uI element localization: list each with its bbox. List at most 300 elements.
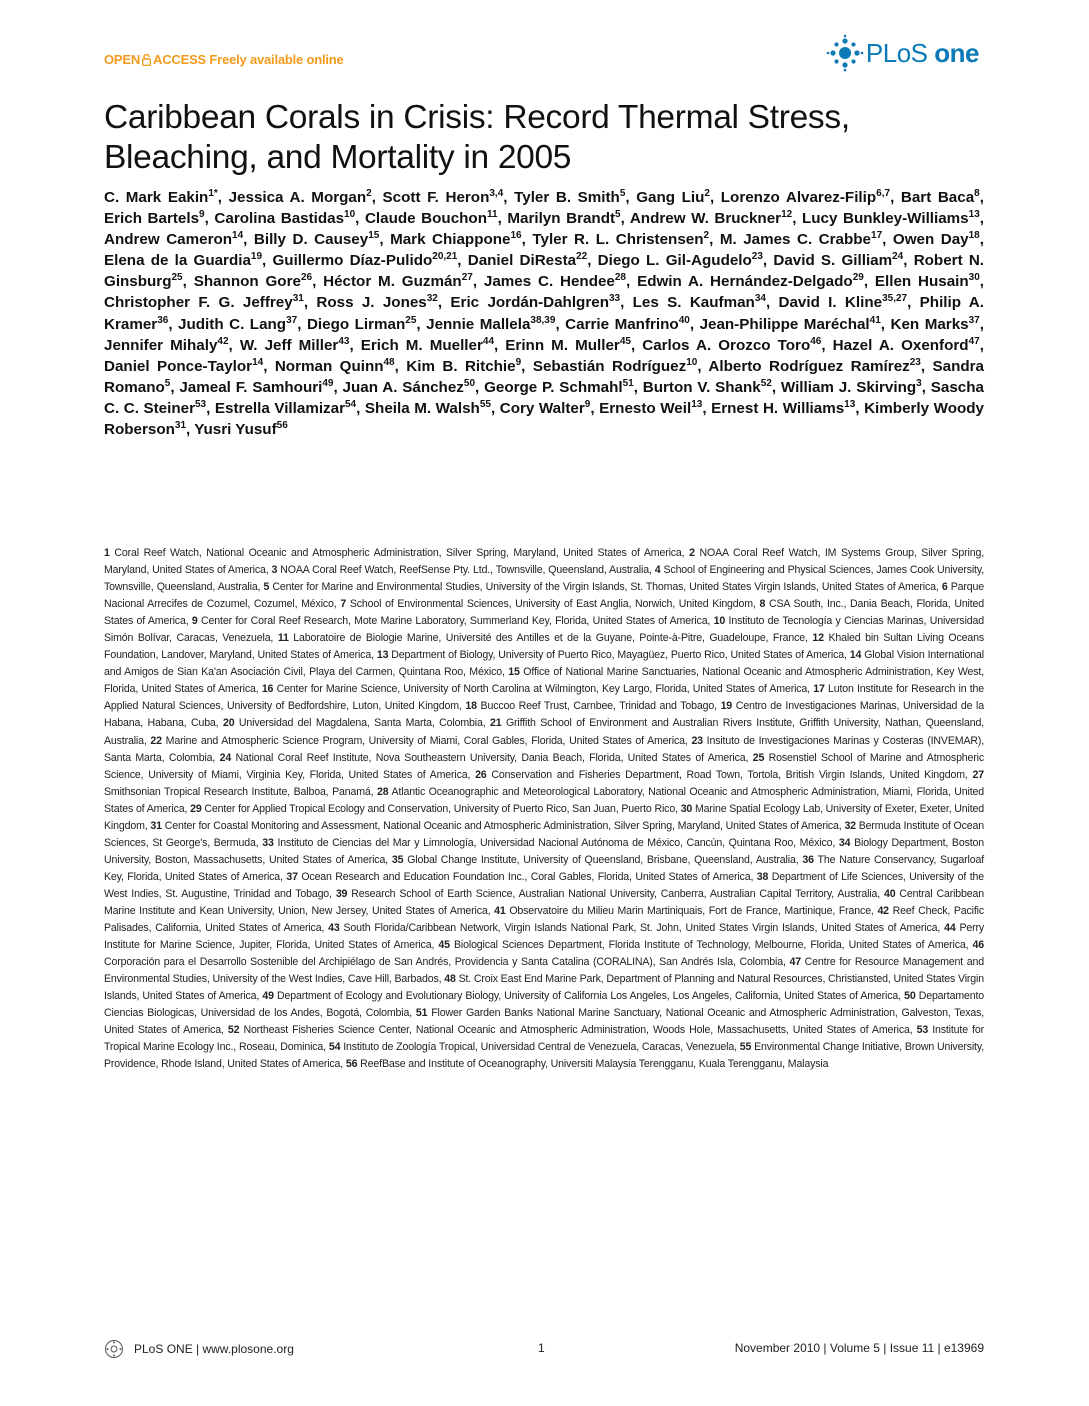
affiliation (104, 547, 684, 559)
affiliation-text: St. Croix East End Marine Park, Department of Planning and Natural Resources, Christiansted, United States Virgin Islands, United States of America, (104, 973, 984, 1003)
open-access-banner (104, 52, 344, 67)
author (721, 189, 890, 206)
author-affiliation-ref: 50 (463, 377, 476, 389)
author-name: Ernest H. Williams (711, 399, 845, 417)
author-affiliation-ref: 43 (338, 335, 350, 347)
author-name: Christopher F. G. Jeffrey (104, 294, 293, 312)
author-affiliation-ref: 12 (781, 209, 793, 221)
affiliation-number: 13 (376, 649, 389, 662)
author (700, 316, 881, 333)
author-affiliation-ref: 19 (250, 251, 263, 263)
title-line-2: Bleaching, and Mortality in 2005 (104, 139, 572, 176)
affiliation-number: 4 (654, 564, 661, 577)
author (891, 316, 980, 333)
author-name: James C. Hendee (483, 273, 615, 291)
affiliation-number: 51 (415, 1007, 428, 1020)
affiliation-number: 44 (944, 922, 956, 935)
affiliation-number: 43 (328, 922, 340, 935)
author-affiliation-ref: 30 (968, 272, 980, 284)
author (390, 231, 522, 248)
author (254, 231, 379, 248)
author (773, 252, 903, 269)
author-affiliation-ref: 11 (486, 209, 498, 221)
author-affiliation-ref: 34 (754, 293, 766, 305)
author (229, 189, 372, 206)
affiliation-number: 1 (104, 547, 110, 559)
author-affiliation-ref: 54 (345, 398, 357, 410)
author (272, 252, 457, 269)
author (365, 210, 498, 227)
author-name: Cory Walter (499, 399, 585, 417)
affiliation-number: 31 (150, 819, 162, 832)
author (637, 273, 864, 290)
affiliation-number: 14 (849, 649, 862, 662)
affiliation-text: Center for Applied Tropical Ecology and Conservation, University of Puerto Rico, San Juan, Puerto Rico, (204, 802, 678, 815)
affiliation (465, 700, 717, 712)
affiliation-text: Center for Marine and Environmental Studies, University of the Virgin Islands, St. Thomas, United States Virgin Islands, United States of America, (272, 581, 939, 594)
affiliation-text: Observatoire du Milieu Marin Martiniquais, Fort de France, Martinique, France, (509, 904, 874, 917)
affiliation-number: 23 (691, 734, 703, 747)
affiliation-text: Buccoo Reef Trust, Carnbee, Trinidad and Tobago, (480, 700, 717, 713)
author-affiliation-ref: 9 (584, 398, 591, 410)
affiliation-number: 11 (277, 632, 289, 645)
author (104, 337, 229, 354)
affiliation (328, 922, 940, 934)
affiliation-text: Department of Life Sciences, University of the West Indies, St. Augustine, Trinidad and Tobago, (104, 870, 984, 900)
affiliation-number: 19 (720, 700, 733, 713)
affiliation-text: Ocean Research and Education Foundation Inc., Coral Gables, Florida, United States of America, (301, 870, 754, 883)
author (598, 252, 763, 269)
author-affiliation-ref: 53 (195, 398, 207, 410)
author-name: Ernesto Weil (599, 399, 692, 417)
author (720, 231, 882, 248)
author-name: Gang Liu (636, 189, 705, 206)
author-affiliation-ref: 9 (515, 356, 522, 368)
author-affiliation-ref: 46 (810, 335, 822, 347)
author-affiliation-ref: 20,21 (432, 251, 458, 263)
author-name: Hazel A. Oxenford (832, 336, 969, 354)
author-name: Billy D. Causey (253, 231, 369, 249)
affiliation-number: 18 (465, 700, 477, 713)
author (507, 210, 620, 227)
author (802, 210, 980, 227)
affiliation-number: 21 (490, 717, 502, 730)
author-name: Ken Marks (890, 315, 969, 333)
author-affiliation-ref: 52 (760, 377, 772, 389)
author-name: Carlos A. Orozco Toro (642, 336, 811, 354)
open-lock-icon (142, 54, 151, 66)
affiliation-number: 17 (813, 683, 825, 696)
author-name: Kim B. Ritchie (406, 357, 516, 375)
affiliation-text: Corporación para el Desarrollo Sostenible del Archipiélago de San Andrés, Providencia y Santa Catalina (CORALINA), San Andrés Isla, Colombia, (104, 956, 786, 969)
affiliation-text: Flower Garden Banks National Marine Sanctuary, National Oceanic and Atmospheric Administration, Galveston, Texas, United States of America, (104, 1007, 985, 1037)
author-affiliation-ref: 42 (217, 335, 229, 347)
author-affiliation-ref: 13 (691, 398, 703, 410)
author-affiliation-ref: 31 (292, 293, 304, 305)
affiliation-text: Global Change Institute, University of Queensland, Brisbane, Queensland, Australia, (407, 853, 799, 866)
affiliation-text: Smithsonian Tropical Research Institute, Balboa, Panamá, (104, 785, 374, 798)
author-affiliation-ref: 48 (383, 356, 395, 368)
author (316, 294, 437, 311)
title-line-1: Caribbean Corals in Crisis: Record Thermal Stress, (104, 99, 850, 136)
author-affiliation-ref: 41 (869, 314, 881, 326)
affiliation-text: Research School of Earth Science, Australian National University, Canberra, Australian Capital Territory, Australia, (351, 887, 881, 900)
affiliation-number: 12 (812, 632, 824, 645)
author (406, 358, 521, 375)
author-name: Eric Jordán-Dahlgren (450, 294, 609, 312)
affiliation-number: 33 (262, 836, 274, 849)
affiliation-text: The Nature Conservancy, Sugarloaf Key, Florida, United States of America, (104, 853, 985, 883)
affiliation (278, 632, 808, 644)
author-name: Tyler B. Smith (514, 189, 620, 206)
author-affiliation-ref: 37 (286, 314, 298, 326)
affiliation (340, 598, 755, 610)
author-affiliation-ref: 8 (974, 187, 980, 199)
affiliation-number: 10 (713, 615, 726, 628)
author-affiliation-ref: 18 (968, 230, 980, 242)
affiliation-text: Northeast Fisheries Science Center, National Oceanic and Atmospheric Administration, Woods Hole, Massachusetts, United States of America, (243, 1024, 913, 1037)
author-affiliation-ref: 33 (608, 293, 621, 305)
author (343, 379, 475, 396)
affiliation-text: ReefBase and Institute of Oceanography, Universiti Malaysia Terengganu, Kuala Terengganu, Malaysia (360, 1058, 829, 1071)
author-name: Tyler R. L. Christensen (532, 231, 704, 249)
author-name: Diego Lirman (306, 315, 406, 333)
affiliation-number: 47 (789, 956, 801, 969)
author-name: Diego L. Gil-Agudelo (597, 252, 752, 270)
affiliation (346, 1058, 828, 1070)
affiliation (329, 1041, 737, 1053)
author-name: Edwin A. Hernández-Delgado (637, 273, 853, 291)
affiliation-text: Conservation and Fisheries Department, Road Town, Tortola, British Virgin Islands, United Kingdom, (491, 768, 968, 781)
author (178, 316, 297, 333)
author (532, 231, 709, 248)
plos-logo-icon (826, 34, 864, 72)
affiliation-number: 34 (838, 836, 851, 849)
author-name: Erich Bartels (104, 210, 200, 228)
paper-title (104, 98, 984, 178)
affiliation-number: 46 (972, 939, 985, 952)
author-name: Philip A. Kramer (104, 294, 984, 333)
author-affiliation-ref: 23 (751, 251, 763, 263)
author-name: Burton V. Shank (642, 378, 761, 396)
author-name: Sandra Romano (104, 357, 984, 396)
author-affiliation-ref: 32 (426, 293, 438, 305)
affiliation-number: 48 (444, 973, 456, 986)
affiliation-text: Perry Institute for Marine Science, Jupiter, Florida, United States of America, (104, 922, 985, 952)
affiliation (336, 888, 880, 900)
author-name: Andrew Cameron (104, 231, 233, 249)
author (533, 358, 698, 375)
author-affiliation-ref: 14 (252, 356, 264, 368)
author-name: Jean-Philippe Maréchal (699, 315, 870, 333)
author-name: Lorenzo Alvarez-Filip (720, 189, 877, 206)
author-name: Les S. Kaufman (632, 294, 755, 312)
affiliation-number: 52 (227, 1024, 240, 1037)
affiliation (438, 939, 968, 951)
author-name: Sheila M. Walsh (364, 399, 480, 417)
plos-one-logo (826, 34, 979, 72)
author-affiliation-ref: 27 (461, 272, 473, 284)
affiliation (262, 683, 810, 695)
author-name: Estrella Villamizar (214, 399, 345, 417)
affiliation-text: Laboratoire de Biologie Marine, Université des Antilles et de la Guyane, Pointe-à-Pitre, Guadeloupe, France, (293, 632, 808, 645)
author-name: Jessica A. Morgan (228, 189, 367, 206)
affiliation-text: Rosenstiel School of Marine and Atmospheric Science, University of Miami, Virginia Key, Florida, United States of America, (104, 751, 985, 781)
affiliation (220, 752, 749, 764)
author (643, 379, 772, 396)
affiliation (228, 1024, 913, 1036)
affiliation-text: Luton Institute for Research in the Applied Natural Sciences, University of Bedfordshire, Luton, United Kingdom, (104, 683, 985, 713)
author-name: Judith C. Lang (178, 315, 287, 333)
author (505, 337, 631, 354)
affiliation-list (104, 545, 984, 1073)
affiliation-text: Bermuda Institute of Ocean Sciences, St George's, Bermuda, (104, 819, 984, 849)
author-affiliation-ref: 45 (619, 335, 631, 347)
affiliation (377, 649, 847, 661)
author (323, 273, 473, 290)
author-name: Shannon Gore (193, 273, 301, 291)
affiliation-text: Biology Department, Boston University, Boston, Massachusetts, United States of America, (104, 836, 985, 866)
footer-journal: PLoS ONE | www.plosone.org (134, 1342, 294, 1356)
author (636, 189, 710, 206)
affiliation-number: 9 (191, 615, 198, 628)
affiliation-text: Department of Ecology and Evolutionary Biology, University of California Los Angeles, Los Angeles, California, United States of America, (276, 990, 901, 1003)
affiliation-text: Department of Biology, University of Puerto Rico, Mayagüez, Puerto Rico, United States of America, (391, 649, 847, 662)
author (711, 400, 855, 417)
author-affiliation-ref: 49 (322, 377, 334, 389)
author (104, 252, 262, 269)
author-name: Owen Day (892, 231, 969, 249)
author-affiliation-ref: 56 (276, 419, 288, 431)
affiliation-number: 30 (680, 802, 693, 815)
affiliation-text: Coral Reef Watch, National Oceanic and Atmospheric Administration, Silver Spring, Maryland, United States of America, (114, 547, 685, 559)
affiliation (150, 820, 841, 832)
author-affiliation-ref: 16 (510, 230, 522, 242)
affiliation-text: Marine and Atmospheric Science Program, University of Miami, Coral Gables, Florida, United States of America, (165, 734, 688, 747)
author-name: William J. Skirving (780, 378, 917, 396)
open-label: OPEN (104, 52, 141, 67)
author-name: Juan A. Sánchez (342, 378, 464, 396)
affiliation-number: 20 (222, 717, 235, 730)
plos-footer-icon (104, 1339, 124, 1359)
author-affiliation-ref: 35,27 (882, 293, 908, 305)
author (893, 231, 980, 248)
affiliation-number: 25 (752, 751, 765, 764)
affiliation-number: 45 (438, 939, 450, 952)
author-affiliation-ref: 38,39 (530, 314, 556, 326)
author (484, 273, 626, 290)
author-name: Marilyn Brandt (507, 210, 616, 228)
affiliation-text: School of Engineering and Physical Sciences, James Cook University, Townsville, Queensland, Australia, (104, 564, 984, 594)
author (599, 400, 702, 417)
author-name: Elena de la Guardia (104, 252, 251, 270)
affiliation-text: Biological Sciences Department, Florida Institute of Technology, Melbourne, Florida, United States of America, (454, 939, 969, 952)
author-affiliation-ref: 55 (479, 398, 491, 410)
affiliation-number: 15 (508, 666, 520, 679)
author-affiliation-ref: 25 (171, 272, 183, 284)
author (514, 189, 625, 206)
affiliation-text: Universidad del Magdalena, Santa Marta, Colombia, (238, 717, 486, 730)
affiliation (192, 615, 710, 627)
author-name: Sebastián Rodríguez (532, 357, 687, 375)
author (307, 316, 416, 333)
affiliation-text: Central Caribbean Marine Institute and Kean University, Union, New Jersey, United States of America, (104, 887, 984, 917)
affiliation-number: 16 (261, 683, 274, 696)
author-name: Andrew W. Bruckner (629, 210, 782, 228)
author (104, 189, 218, 206)
author (630, 210, 792, 227)
author (179, 379, 333, 396)
author-affiliation-ref: 5 (619, 187, 626, 199)
author-affiliation-ref: 24 (892, 251, 904, 263)
affiliation-text: Marine Spatial Ecology Lab, University of Exeter, Exeter, United Kingdom, (104, 802, 985, 832)
affiliation (286, 871, 753, 883)
author-affiliation-ref: 2 (366, 187, 372, 199)
author-name: M. James C. Crabbe (719, 231, 872, 249)
author-affiliation-ref: 29 (852, 272, 864, 284)
author (565, 316, 690, 333)
page-footer (104, 1339, 984, 1361)
affiliation-number: 24 (219, 751, 232, 764)
author (708, 358, 920, 375)
affiliation-number: 37 (286, 870, 298, 883)
author-name: Yusri Yusuf (194, 421, 277, 439)
author-name: Ellen Husain (874, 273, 969, 291)
affiliation-number: 39 (335, 887, 348, 900)
author-name: Ross J. Jones (316, 294, 427, 312)
author-affiliation-ref: 31 (174, 419, 187, 431)
author-affiliation-ref: 51 (622, 377, 634, 389)
affiliation-number: 22 (150, 734, 162, 747)
affiliation-text: NOAA Coral Reef Watch, ReefSense Pty. Ltd., Townsville, Queensland, Australia, (280, 564, 652, 577)
affiliation-number: 27 (972, 768, 984, 781)
affiliation-text: Centre for Resource Management and Environmental Studies, University of the West Indies, Cave Hill, Barbados, (104, 956, 984, 986)
author-name: Erich M. Mueller (360, 336, 483, 354)
affiliation-number: 35 (391, 853, 404, 866)
author (484, 379, 634, 396)
affiliation (494, 905, 874, 917)
author (901, 189, 980, 206)
affiliation-text: Instituto de Tecnología y Ciencias Marinas, Universidad Simón Bolívar, Caracas, Venezuela, (104, 615, 985, 645)
author-affiliation-ref: 28 (614, 272, 626, 284)
author (104, 294, 304, 311)
author-name: Lucy Bunkley-Williams (802, 210, 969, 228)
affiliation-text: Center for Coastal Monitoring and Assessment, National Oceanic and Atmospheric Administration, Silver Spring, Maryland, United States of America, (164, 819, 842, 832)
author-affiliation-ref: 2 (704, 187, 710, 199)
author-name: Carrie Manfrino (565, 315, 679, 333)
author (194, 421, 288, 438)
author-name: C. Mark Eakin (104, 189, 209, 206)
author-name: Mark Chiappone (390, 231, 511, 249)
affiliation-number: 49 (262, 990, 274, 1003)
author-name: Scott F. Heron (382, 189, 490, 206)
affiliation-text: Atlantic Oceanographic and Meteorological Laboratory, National Oceanic and Atmospheric Administration, Miami, Florida, United States of America, (104, 785, 985, 815)
affiliation (475, 769, 968, 781)
affiliation-text: Instituto de Zoología Tropical, Universidad Central de Venezuela, Caracas, Venezuela, (343, 1041, 737, 1054)
brand-one: one (934, 37, 979, 68)
footer-issue: November 2010 | Volume 5 | Issue 11 | e13969 (734, 1341, 984, 1355)
author-name: W. Jeff Miller (239, 336, 339, 354)
affiliation-number: 36 (802, 853, 814, 866)
affiliation-number: 7 (340, 598, 347, 611)
brand-text (866, 38, 979, 69)
affiliation-number: 26 (475, 768, 487, 781)
author (365, 400, 491, 417)
author (361, 337, 494, 354)
author-affiliation-ref: 5 (164, 377, 171, 389)
affiliation-number: 53 (916, 1024, 929, 1037)
author (875, 273, 980, 290)
author-affiliation-ref: 15 (368, 230, 380, 242)
author-affiliation-ref: 14 (232, 230, 244, 242)
author-list: C. Mark Eakin$^{1*}$, Jessica A. Morgan$^2$, Scott F. Heron$^{3,4}$, Tyler B. Smith$^5$, Gang Liu$^2$, Lorenzo Alvarez-Filip$^{6,7}$, Bart Baca$^8$, Erich Bartels$^9$, Carolina Bastidas$^{10}$, Claude Bouchon$^{11}$, Marilyn Brandt$^5$, Andrew W. Bruckner$^{12}$, Lucy Bunkley-Williams$^{13}$, Andrew Cameron$^{14}$, Billy D. Causey$^{15}$, Mark Chiappone$^{16}$, Tyler R. L. Christensen$^2$, M. James C. Crabbe$^{17}$, Owen Day$^{18}$, Elena de la Guardia$^{19}$, Guillermo Díaz-Pulido$^{20,21}$, Daniel DiResta$^{22}$, Diego L. Gil-Agudelo$^{23}$, David S. Gilliam$^{24}$, Robert N. Ginsburg$^{25}$, Shannon Gore$^{26}$, Héctor M. Guzmán$^{27}$, James C. Hendee$^{28}$, Edwin A. Hernández-Delgado$^{29}$, Ellen Husain$^{30}$, Christopher F. G. Jeffrey$^{31}$, Ross J. Jones$^{32}$, Eric Jordán-Dahlgren$^{33}$, Les S. Kaufman$^{34}$, David I. Kline$^{35,27}$, Philip A. Kramer$^{36}$, Judith C. Lang$^{37}$, Diego Lirman$^{25}$, Jennie Mallela$^{38,39}$, Carrie Manfrino$^{40}$, Jean-Philippe Maréchal$^{41}$, Ken Marks$^{37}$, Jennifer Mihaly$^{42}$, W. Jeff Miller$^{43}$, Erich M. Mueller$^{44}$, Erinn M. Muller$^{45}$, Carlos A. Orozco Toro$^{46}$, Hazel A. Oxenford$^{47}$, Daniel Ponce-Taylor$^{14}$, Norman Quinn$^{48}$, Kim B. Ritchie$^9$, Sebastián Rodríguez$^{10}$, Alberto Rodríguez Ramírez$^{23}$, Sandra Romano$^5$, Jameal F. Samhouri$^{49}$, Juan A. Sánchez$^{50}$, George P. Schmahl$^{51}$, Burton V. Shank$^{52}$, William J. Skirving$^3$, Sascha C. C. Steiner$^{53}$, Estrella Villamizar$^{54}$, Sheila M. Walsh$^{55}$, Cory Walter$^9$, Ernesto Weil$^{13}$, Ernest H. Williams$^{13}$, Kimberly Woody Roberson$^{31}$, Yusri Yusuf$^{56}$ (104, 187, 985, 439)
affiliation-text: Institute for Tropical Marine Ecology Inc., Roseau, Dominica, (104, 1024, 984, 1054)
author-name: Alberto Rodríguez Ramírez (708, 357, 910, 375)
author-name: George P. Schmahl (484, 378, 623, 396)
author (104, 231, 243, 248)
affiliation-text: NOAA Coral Reef Watch, IM Systems Group, Silver Spring, Maryland, United States of America, (104, 547, 985, 577)
author-affiliation-ref: 25 (405, 314, 417, 326)
author-affiliation-ref: 1* (208, 187, 218, 199)
author-name: Kimberly Woody Roberson (104, 399, 984, 439)
affiliation-text: Reef Check, Pacific Palisades, California, United States of America, (104, 904, 985, 935)
affiliation-text: Instituto de Ciencias del Mar y Limnología, Universidad Nacional Autónoma de México, Cancún, Quintana Roo, México, (277, 836, 836, 849)
author-name: Jennie Mallela (426, 315, 531, 333)
affiliation-number: 29 (190, 802, 202, 815)
affiliation-text: South Florida/Caribbean Network, Virgin Islands National Park, St. John, United States Virgin Islands, United States of America, (343, 922, 941, 935)
author-name: David I. Kline (778, 294, 883, 312)
author-name: Jennifer Mihaly (104, 336, 218, 354)
author-affiliation-ref: 13 (968, 209, 980, 221)
author-affiliation-ref: 23 (909, 356, 921, 368)
affiliation-text: Office of National Marine Sanctuaries, National Oceanic and Atmospheric Administration, Key West, Florida, United States of America, (104, 666, 984, 696)
author-affiliation-ref: 2 (703, 230, 710, 242)
author (781, 379, 922, 396)
author-name: Héctor M. Guzmán (323, 273, 462, 291)
author (275, 358, 395, 375)
affiliation (150, 735, 687, 747)
author-name: Guillermo Díaz-Pulido (272, 252, 433, 270)
author-affiliation-ref: 17 (871, 230, 883, 242)
author-affiliation-ref: 3 (916, 377, 922, 389)
author-affiliation-ref: 36 (157, 314, 169, 326)
access-label: ACCESS Freely available online (153, 52, 344, 67)
author-name: Claude Bouchon (364, 210, 487, 228)
author-name: Norman Quinn (274, 357, 384, 375)
affiliation-text: Centro de Investigaciones Marinas, Universidad de la Habana, Habana, Cuba, (104, 700, 984, 730)
affiliation (262, 837, 835, 849)
author-name: Sascha C. C. Steiner (104, 378, 984, 417)
author-affiliation-ref: 22 (576, 251, 588, 263)
affiliation-text: Parque Nacional Arrecifes de Cozumel, Cozumel, México, (104, 581, 984, 611)
affiliation-text: Environmental Change Initiative, Brown University, Providence, Rhode Island, United States of America, (104, 1041, 984, 1071)
author-affiliation-ref: 44 (482, 335, 495, 347)
author (468, 252, 587, 269)
author-affiliation-ref: 3,4 (489, 187, 504, 199)
affiliation-text: Departamento Ciencias Biologicas, Universidad de los Andes, Bogotá, Colombia, (104, 990, 985, 1020)
author-name: Erinn M. Muller (505, 336, 620, 354)
author (450, 294, 620, 311)
author-name: David S. Gilliam (773, 252, 893, 270)
footer-left (104, 1339, 294, 1359)
author (500, 400, 591, 417)
author (240, 337, 350, 354)
affiliation-number: 54 (328, 1041, 341, 1054)
author-name: Carolina Bastidas (214, 210, 345, 228)
author (214, 210, 355, 227)
affiliation (264, 581, 939, 593)
author-affiliation-ref: 40 (678, 314, 690, 326)
